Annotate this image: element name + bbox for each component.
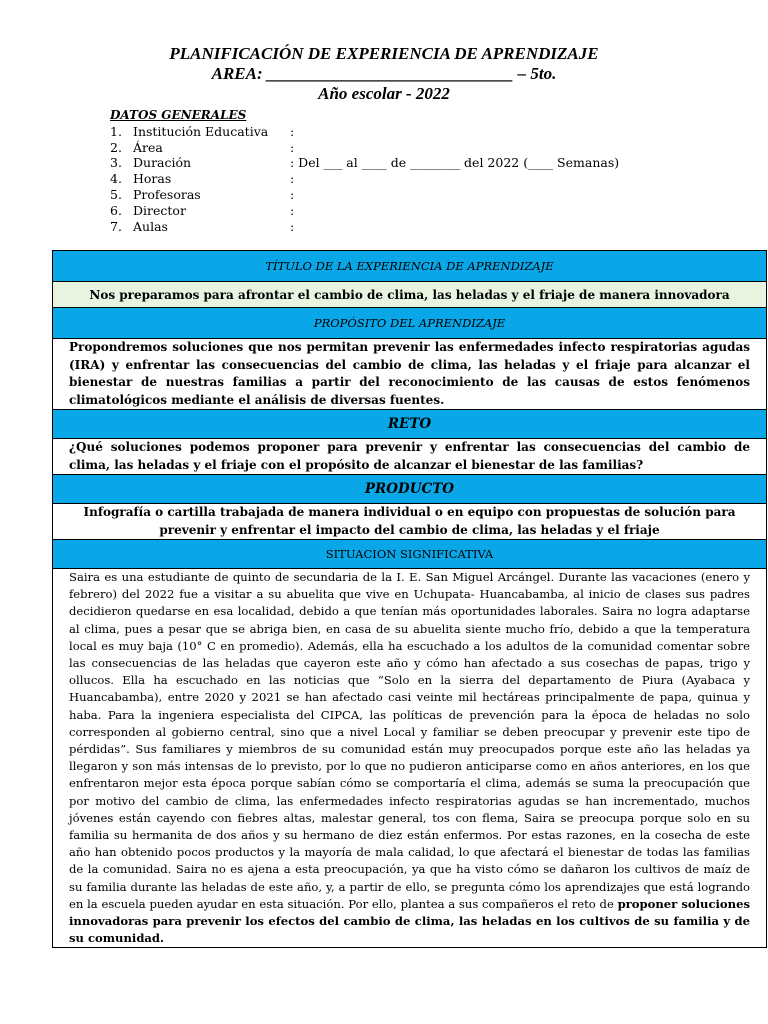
- item-label: Área: [133, 139, 163, 155]
- situacion-narrative: Saira es una estudiante de quinto de secundaria de la I. E. San Miguel Arcángel. Durante las vacaciones (enero y febrero) del 2022 fue a visitar a su abuelita que vive en Uchupata- Huancabamba, al inicio de clases sus padres decidieron quedarse en esa localidad, debido a que tenían más oportunidades laborales. Saira no logra adaptarse al clima, pues a pesar que se abriga bien, en casa de su abuelita siente mucho frío, debido a que la temperatura local es muy baja (10° C en promedio). Además, ella ha escuchado a los adultos de la comunidad comentar sobre las consecuencias de las heladas que cayeron este año y cómo han afectado a sus cosechas de papas, trigo y ollucos. Ella ha escuchado en las noticias que “Solo en la sierra del departamento de Piura (Ayabaca y Huancabamba), entre 2020 y 2021 se han afectado casi veinte mil hectáreas principalmente de papa, quinua y haba. Para la ingeniera especialista del CIPCA, las políticas de prevención para la época de heladas no solo corresponden al gobierno central, sino que a nivel Local y familiar se deben preocupar y prevenir este tipo de pérdidas”. Sus familiares y miembros de su comunidad están muy preocupados porque este año las heladas ya llegaron y son más intensas de lo previsto, por lo que no pudieron anticiparse como en años anteriores, en los que enfrentaron mejor esta época porque sabían cómo se comportaría el clima, además se suma la preocupación que por motivo del cambio de clima, las enfermedades infecto respiratorias agudas se han incrementado, muchos jóvenes están cayendo con fiebres altas, malestar general, tos con flema, Saira se preocupa porque solo en su familia su hermanita de dos años y su hermano de diez están enfermos. Por estas razones, en la cosecha de este año han obtenido pocos productos y la mayoría de mala calidad, lo que afectará el bienestar de todas las familias de la comunidad. Saira no es ajena a esta preocupación, ya que ha visto cómo se dañaron los cultivos de maíz de su familia durante las heladas de este año, y, a partir de ello, se pregunta cómo los aprendizajes que está logrando en la escuela pueden ayudar en esta situación. Por ello, plantea a sus compañeros el reto de: [69, 570, 750, 911]
- datos-row-duracion: [110, 155, 619, 171]
- item-value: :: [290, 123, 295, 139]
- datos-generales: [110, 108, 619, 234]
- producto-header: PRODUCTO: [53, 475, 767, 504]
- area-line: AREA: _____________________________ – 5to.: [211, 64, 557, 83]
- item-value: :: [290, 186, 295, 202]
- producto-text: Infografía o cartilla trabajada de manera individual o en equipo con propuestas de solución para prevenir y enfrentar el impacto del cambio de clima, las heladas y el friaje: [53, 504, 767, 540]
- item-value: :: [290, 218, 295, 234]
- datos-row-aulas: [110, 219, 619, 235]
- proposito-header: PROPÓSITO DEL APRENDIZAJE: [53, 308, 767, 339]
- school-year-line: Año escolar - 2022: [318, 84, 450, 103]
- situacion-header: SITUACION SIGNIFICATIVA: [53, 540, 767, 569]
- item-number: 6.: [110, 202, 122, 218]
- item-value: :: [290, 139, 295, 155]
- situacion-text: [53, 569, 767, 948]
- reto-text: ¿Qué soluciones podemos proponer para prevenir y enfrentar las consecuencias del cambio de clima, las heladas y el friaje con el propósito de alcanzar el bienestar de las familias?: [53, 439, 767, 475]
- item-number: 3.: [110, 155, 122, 171]
- datos-generales-title: DATOS GENERALES: [110, 108, 247, 122]
- item-value: : Del ___ al ____ de ________ del 2022 (____ Semanas): [290, 155, 620, 171]
- titulo-header: TÍTULO DE LA EXPERIENCIA DE APRENDIZAJE: [53, 251, 767, 282]
- item-number: 1.: [110, 123, 122, 139]
- item-label: Institución Educativa: [133, 123, 269, 139]
- item-label: Duración: [133, 155, 192, 171]
- item-number: 7.: [110, 218, 122, 234]
- situacion-reto-highlight: proponer soluciones innovadoras para prevenir los efectos del cambio de clima, las heladas en los cultivos de su familia y de su comunidad.: [69, 896, 750, 946]
- item-number: 5.: [110, 186, 122, 202]
- item-label: Aulas: [133, 218, 168, 234]
- reto-header: RETO: [53, 410, 767, 439]
- document-title: PLANIFICACIÓN DE EXPERIENCIA DE APRENDIZAJE: [169, 44, 599, 63]
- datos-row-profesoras: [110, 187, 619, 203]
- item-label: Horas: [133, 171, 172, 187]
- item-label: Director: [133, 202, 186, 218]
- item-number: 2.: [110, 139, 122, 155]
- item-label: Profesoras: [133, 186, 201, 202]
- item-value: :: [290, 171, 295, 187]
- item-number: 4.: [110, 171, 122, 187]
- datos-row-area: [110, 140, 619, 156]
- datos-row-director: [110, 203, 619, 219]
- datos-row-institucion: [110, 124, 619, 140]
- document-header: [0, 44, 768, 104]
- item-value: :: [290, 202, 295, 218]
- titulo-text: Nos preparamos para afrontar el cambio de clima, las heladas y el friaje de manera innovadora: [53, 282, 767, 308]
- datos-row-horas: [110, 171, 619, 187]
- planning-table: [52, 250, 767, 948]
- proposito-text: Propondremos soluciones que nos permitan prevenir las enfermedades infecto respiratorias agudas (IRA) y enfrentar las consecuencias del cambio de clima, las heladas y el friaje para alcanzar el bienestar de nuestras familias a partir del reconocimiento de las causas de estos fenómenos climatológicos mediante el análisis de diversas fuentes.: [53, 339, 767, 410]
